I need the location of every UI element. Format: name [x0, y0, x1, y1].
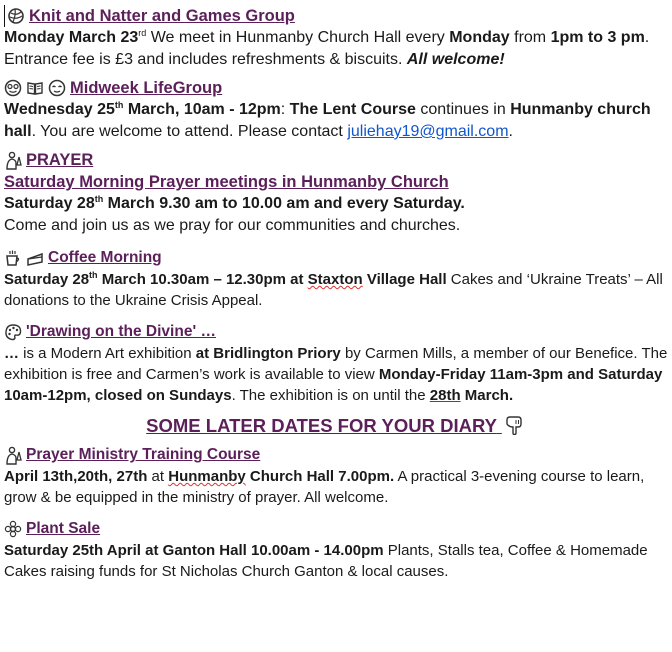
drawing-title: 'Drawing on the Divine' … [26, 323, 216, 340]
prayer-title [4, 171, 668, 193]
midweek-body [4, 99, 668, 143]
cake-slice-icon [26, 249, 44, 267]
prayer-date-suffix: th [94, 194, 104, 204]
ministry-dates: April 13th,20th, 27th [4, 468, 148, 485]
ministry-title: Prayer Ministry Training Course [26, 446, 261, 463]
coffee-date-rest: March 10.30am – 12.30pm at [97, 271, 308, 288]
flower-icon [4, 520, 22, 538]
ministry-at: at [147, 468, 169, 485]
ministry-section [4, 444, 668, 508]
drawing-place: at Bridlington Priory [195, 345, 341, 362]
midweek-colon: : [280, 101, 290, 118]
coffee-text: Cakes and ‘Ukraine Treats’ – All donations to the Ukraine Crisis Appeal. [4, 271, 663, 309]
plant-section [4, 518, 668, 582]
knit-text-3: . Entrance fee is £3 and includes refreshments & biscuits. [4, 29, 650, 68]
ministry-place-2: Church Hall 7.00pm. [245, 468, 395, 485]
coffee-place-2: Village Hall [362, 271, 447, 288]
coffee-date: Saturday 28 [4, 271, 90, 288]
knit-body [4, 27, 668, 71]
knit-day: Monday [449, 29, 510, 46]
midweek-title: Midweek LifeGroup [70, 79, 223, 97]
coffee-heading [4, 247, 668, 269]
prayer-date-rest: March 9.30 am to 10.00 am and every Saturday. [103, 195, 465, 212]
midweek-text-2: . You are welcome to attend. Please contact [31, 123, 348, 140]
knit-date: Monday March 23 [4, 29, 139, 46]
pointing-hand-icon [504, 415, 526, 435]
ministry-place-1: Hunmanby [168, 468, 246, 485]
drawing-times: Monday-Friday 11am-3pm and Saturday 10am-12pm, closed on Sundays [4, 366, 663, 404]
midweek-course: The Lent Course [289, 101, 416, 118]
drawing-lead: … [4, 345, 19, 362]
prayer-heading-text: PRAYER [26, 151, 94, 169]
prayer-body: Come and join us as we pray for our communities and churches. [4, 217, 461, 234]
praying-person-icon [4, 151, 22, 169]
drawing-heading [4, 321, 668, 343]
coffee-section [4, 247, 668, 311]
relieved-face-icon [48, 79, 66, 97]
plant-title: Plant Sale [26, 520, 101, 537]
prayer-title-text: Saturday Morning Prayer meetings in Hunmanby Church [4, 173, 449, 191]
diary-heading-text: SOME LATER DATES FOR YOUR DIARY [146, 415, 497, 436]
face-icon [4, 79, 22, 97]
drawing-text-2: by Carmen Mills, a member of our Benefice. The exhibition is free and Carmen’s work is available to view [4, 345, 668, 383]
ministry-heading [4, 444, 668, 466]
ministry-text: A practical 3-evening course to learn, grow & be equipped in the ministry of prayer. All welcome. [4, 468, 645, 506]
coffee-title: Coffee Morning [48, 249, 162, 266]
midweek-section [4, 77, 668, 143]
prayer-heading [4, 149, 668, 171]
plant-text: Plants, Stalls tea, Coffee & Homemade Cakes raising funds for St Nicholas Church Ganton & local causes. [4, 542, 648, 580]
diary-heading [4, 412, 668, 440]
plant-body [4, 540, 668, 582]
plant-date: Saturday 25th April at Ganton Hall 10.00am - 14.00pm [4, 542, 384, 559]
prayer-date-line [4, 193, 668, 215]
yarn-ball-icon [7, 7, 25, 25]
coffee-body [4, 269, 668, 311]
prayer-date: Saturday 28 [4, 195, 95, 212]
midweek-place: Hunmanby church hall [4, 101, 651, 140]
knit-welcome: All welcome! [406, 51, 505, 68]
midweek-date-suffix: th [114, 100, 124, 110]
knit-text-2: from [509, 29, 551, 46]
midweek-date-rest: March, 10am - 12pm [123, 101, 281, 118]
coffee-date-suffix: th [89, 270, 98, 280]
praying-person-icon [4, 446, 22, 464]
prayer-section [4, 149, 668, 237]
book-icon [26, 79, 44, 97]
knit-title: Knit and Natter and Games Group [29, 7, 295, 25]
knit-time: 1pm to 3 pm [550, 29, 645, 46]
drawing-until-rest: March. [460, 387, 514, 404]
midweek-text-3: . [508, 123, 513, 140]
drawing-until: 28th [429, 387, 461, 404]
midweek-date: Wednesday 25 [4, 101, 115, 118]
drawing-text-3: . The exhibition is on until the [231, 387, 430, 404]
knit-heading [4, 5, 668, 27]
knit-section [4, 5, 668, 71]
drawing-body [4, 343, 668, 406]
knit-text-1: We meet in Hunmanby Church Hall every [146, 29, 450, 46]
midweek-heading [4, 77, 668, 99]
ministry-body [4, 466, 668, 508]
email-link[interactable]: juliehay19@gmail.com [347, 123, 509, 140]
palette-icon [4, 323, 22, 341]
knit-date-suffix: rd [138, 28, 147, 38]
plant-heading [4, 518, 668, 540]
drawing-section [4, 321, 668, 406]
midweek-text-1: continues in [415, 101, 511, 118]
coffee-place-1: Staxton [307, 271, 363, 288]
coffee-cup-icon [4, 249, 22, 267]
drawing-text-1: is a Modern Art exhibition [19, 345, 196, 362]
